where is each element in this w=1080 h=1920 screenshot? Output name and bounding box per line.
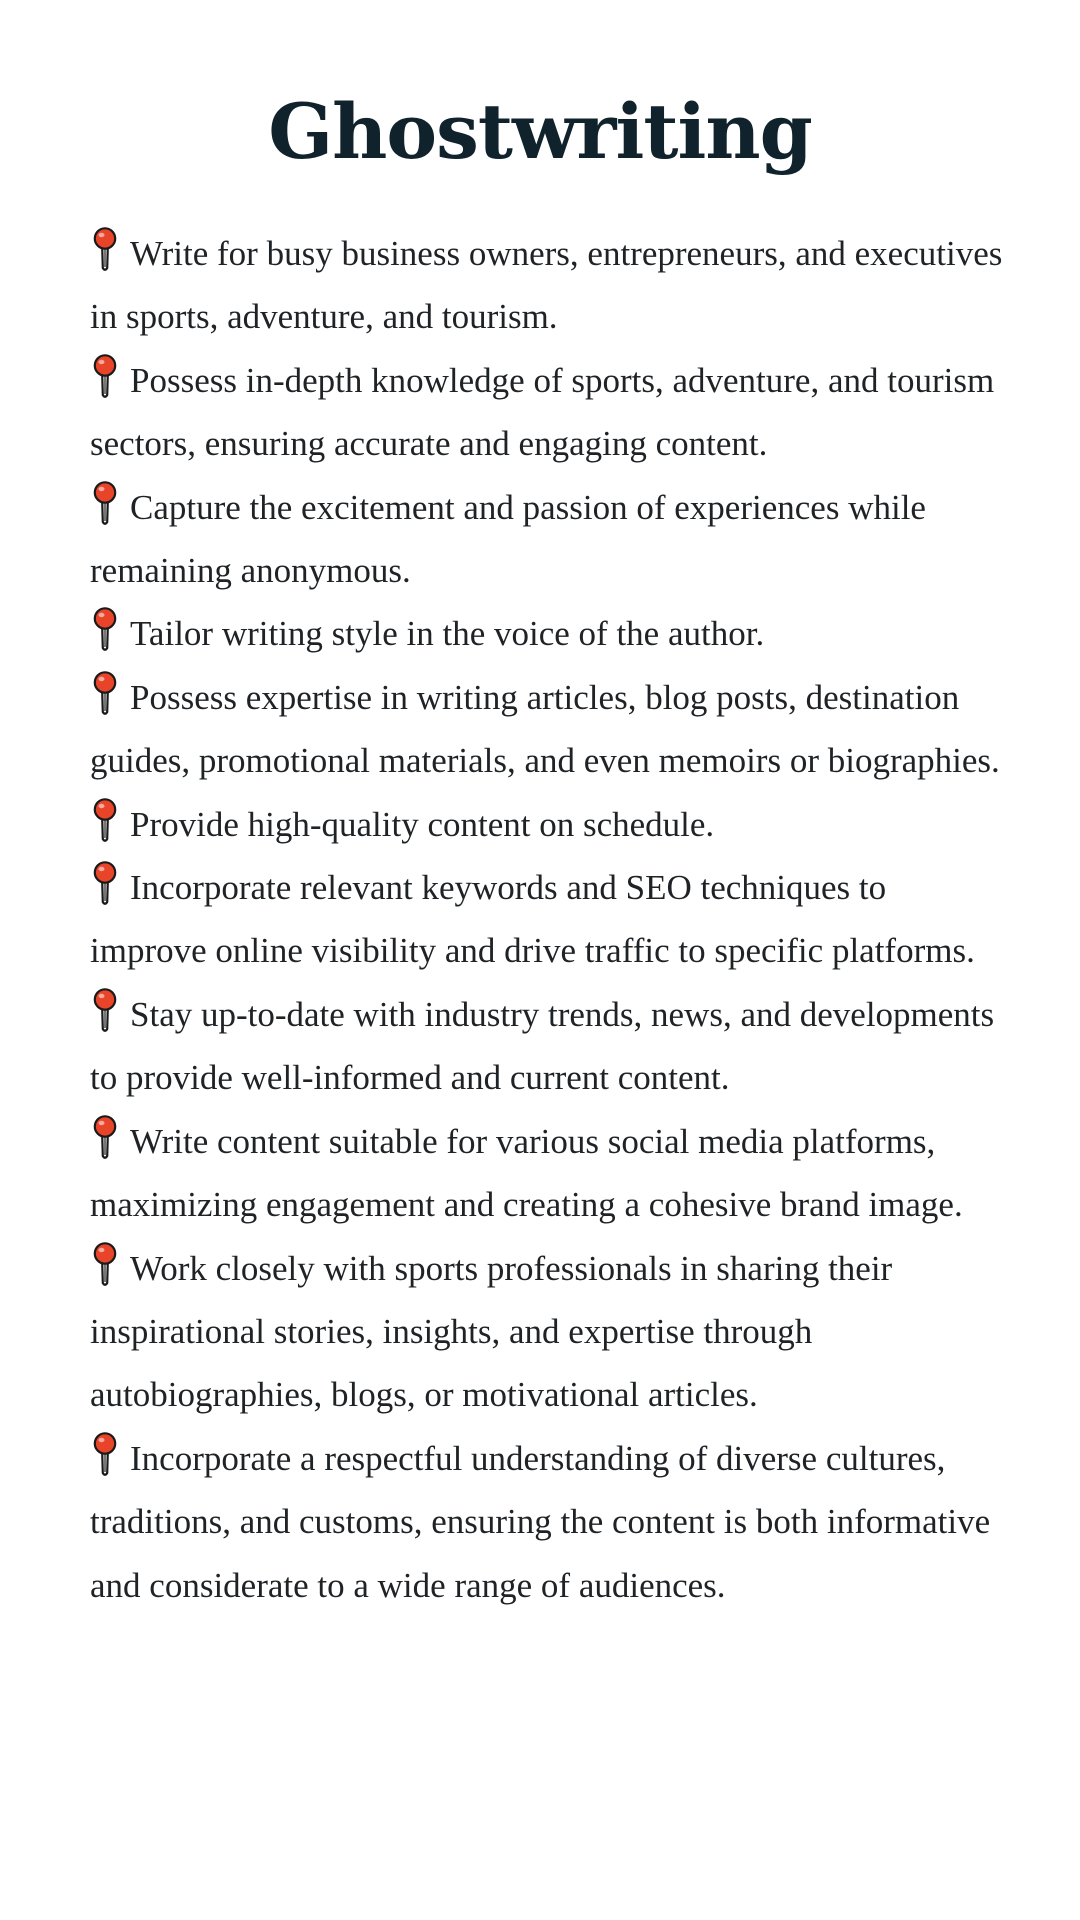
bullet-list — [90, 222, 1010, 1617]
list-item-text: Provide high-quality content on schedule. — [130, 804, 715, 844]
pushpin-icon — [90, 1115, 120, 1161]
pushpin-icon — [90, 798, 120, 844]
list-item — [90, 1427, 1010, 1617]
list-item-text: Possess in-depth knowledge of sports, adventure, and tourism sectors, ensuring accurate and engaging content. — [90, 360, 995, 464]
list-item-text: Write content suitable for various social media platforms, maximizing engagement and creating a cohesive brand image. — [90, 1121, 963, 1225]
pushpin-icon — [90, 671, 120, 717]
list-item — [90, 476, 1010, 603]
list-item — [90, 222, 1010, 349]
list-item-text: Incorporate relevant keywords and SEO techniques to improve online visibility and drive traffic to specific platforms. — [90, 868, 975, 971]
pushpin-icon — [90, 861, 120, 907]
list-item — [90, 983, 1010, 1110]
pushpin-icon — [90, 481, 120, 527]
list-item-text: Work closely with sports professionals in sharing their inspirational stories, insights, and expertise through autobiographies, blogs, or motivational articles. — [90, 1248, 893, 1415]
list-item-text: Possess expertise in writing articles, blog posts, destination guides, promotional materials, and even memoirs or biographies. — [90, 677, 1000, 781]
list-item — [90, 666, 1010, 793]
list-item-text: Tailor writing style in the voice of the author. — [130, 614, 765, 654]
pushpin-icon — [90, 227, 120, 273]
list-item-text: Write for busy business owners, entrepreneurs, and executives in sports, adventure, and tourism. — [90, 234, 1003, 337]
pushpin-icon — [90, 607, 120, 653]
pushpin-icon — [90, 354, 120, 400]
list-item-text: Capture the excitement and passion of experiences while remaining anonymous. — [90, 487, 926, 591]
list-item — [90, 856, 1010, 983]
pushpin-icon — [90, 1432, 120, 1478]
page-title: Ghostwriting — [268, 87, 812, 176]
list-item-text: Stay up-to-date with industry trends, news, and developments to provide well-informed and current content. — [90, 994, 995, 1098]
list-item — [90, 349, 1010, 476]
list-item — [90, 793, 1010, 856]
list-item — [90, 602, 1010, 665]
pushpin-icon — [90, 988, 120, 1034]
list-item — [90, 1110, 1010, 1237]
list-item-text: Incorporate a respectful understanding of diverse cultures, traditions, and customs, ensuring the content is both informative and considerate to a wide range of audiences. — [90, 1438, 991, 1605]
list-item — [90, 1237, 1010, 1427]
pushpin-icon — [90, 1242, 120, 1288]
